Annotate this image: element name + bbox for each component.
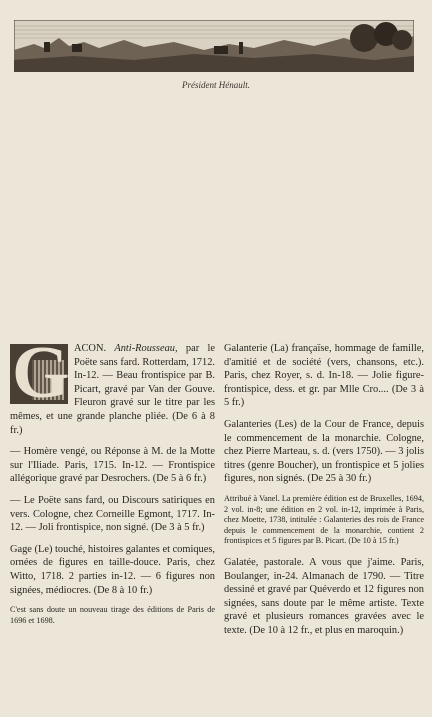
note-galanteries: Attribué à Vanel. La première édition est de Bruxelles, 1694, 2 vol. in-8; une édition en 2 vol. in-12, imprimée à Paris, chez Moette, 1738, intitulée : Galanteries des rois de France depuis le commencement de la monarchie, contient 2 frontispices et 5 figures par B. Picart. (De 10 à 15 fr.) [224,493,424,546]
entry-text: par le Poëte sans fard. Rotterdam, 1712. In-12. — Beau frontispice par B. Picart, gravé par Van der Gouve. Fleuron gravé sur le titre par les mêmes, et une grande planche pliée. (De 6 à 8 fr.) [10,343,215,436]
entry-head: ACON. [74,343,107,354]
entry-title: Anti-Rousseau, [114,343,178,354]
entry-poete: — Le Poëte sans fard, ou Discours satiriques en vers. Cologne, chez Corneille Egmont, 1717. In-12. — Joli frontispice, non signé. (De 3 à 5 fr.) [10,494,215,534]
right-column [224,342,424,645]
entry-galatee: Galatée, pastorale. A vous que j'aime. Paris, Boulanger, in-24. Almanach de 1790. — Titre dessiné et gravé par Quéverdo et 12 figures non signées, sans doute par le même artiste. Texte gravé et plusieurs romances gravées avec le texte. (De 10 à 12 fr., et plus en maroquin.) [224,556,424,636]
dropcap-g: G [12,332,70,414]
entry-galanterie: Galanterie (La) françaïse, hommage de famille, d'amitié et de société (vers, chansons, etc.). Paris, chez Royer, s. d. In-18. — Jolie figure-frontispice, dess. et gr. par Mlle Cro.... (De 3 à 5 fr.) [224,343,424,409]
entry-gage: Gage (Le) touché, histoires galantes et comiques, ornées de figures en taille-douce. Paris, chez Witto, 1718. 2 parties in-12. — 6 figures non signées, médiocres. (De 8 à 10 fr.) [10,543,215,596]
vignette-caption: Président Hénault. [182,80,250,90]
entry-galanteries: Galanteries (Les) de la Cour de France, depuis le commencement de la monarchie. Cologne, chez Pierre Marteau, s. d. (vers 1750). — 3 jolis titres (genre Boucher), un frontispice et 5 jolies figures, non signés. (De 25 à 30 fr.) [224,418,424,485]
entry-gacon [10,332,215,437]
note-gage: C'est sans doute un nouveau tirage des éditions de Paris de 1696 et 1698. [10,605,215,625]
left-column [10,332,215,635]
entry-homere: — Homère vengé, ou Réponse à M. de la Motte sur l'Iliade. Paris, 1715. In-12. — Frontispice allégorique gravé par Desrochers. (De 5 à 6 fr.) [10,446,215,485]
landscape-vignette [14,20,414,72]
